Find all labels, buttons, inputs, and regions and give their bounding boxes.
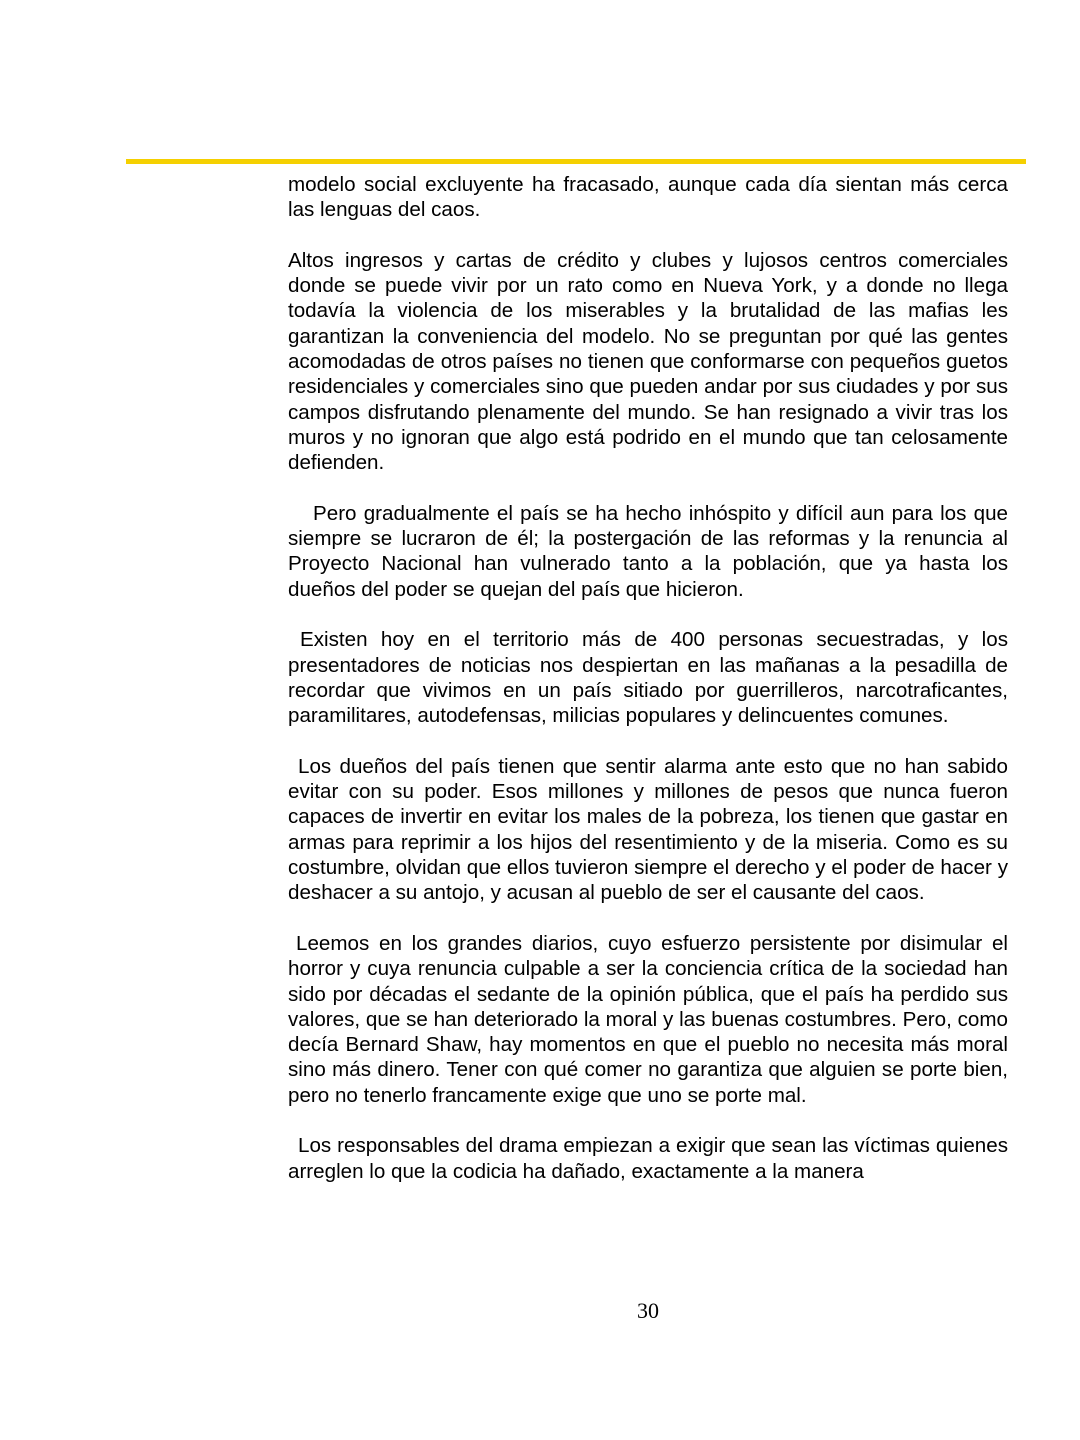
paragraph: Los dueños del país tienen que sentir alarma ante esto que no han sabido evitar con su poder. Esos millones y millones de pesos que nunca fueron capaces de invertir en evitar los males de la pobreza, los tienen que gastar en armas para reprimir a los hijos del resentimiento y de la miseria. Como es su costumbre, olvidan que ellos tuvieron siempre el derecho y el poder de hacer y deshacer a su antojo, y acusan al pueblo de ser el causante del caos. <box>288 754 1008 905</box>
paragraph: modelo social excluyente ha fracasado, aunque cada día sientan más cerca las lenguas del caos. <box>288 173 1008 222</box>
paragraph: Altos ingresos y cartas de crédito y clubes y lujosos centros comerciales donde se puede vivir por un rato como en Nueva York, y a donde no llega todavía la violencia de los miserables y la brutalidad de las mafias les garantizan la conveniencia del modelo. No se preguntan por qué las gentes acomodadas de otros países no tienen que conformarse con pequeños guetos residenciales y comerciales sino que pueden andar por sus ciudades y por sus campos disfrutando plenamente del mundo. Se han resignado a vivir tras los muros y no ignoran que algo está podrido en el mundo que tan celosamente defienden. <box>288 248 1008 475</box>
paragraph: Los responsables del drama empiezan a exigir que sean las víctimas quienes arreglen lo que la codicia ha dañado, exactamente a la manera <box>288 1134 1008 1183</box>
body-text <box>288 172 1008 1209</box>
paragraph: Existen hoy en el territorio más de 400 personas secuestradas, y los presentadores de noticias nos despiertan en las mañanas a la pesadilla de recordar que vivimos en un país sitiado por guerrilleros, narcotraficantes, paramilitares, autodefensas, milicias populares y delincuentes comunes. <box>288 628 1008 728</box>
page-number: 30 <box>637 1298 659 1323</box>
paragraph: Pero gradualmente el país se ha hecho inhóspito y difícil aun para los que siempre se lucraron de él; la postergación de las reformas y la renuncia al Proyecto Nacional han vulnerado tanto a la población, que ya hasta los dueños del poder se quejan del país que hicieron. <box>288 501 1008 601</box>
header-rule <box>126 159 1026 164</box>
paragraph: Leemos en los grandes diarios, cuyo esfuerzo persistente por disimular el horror y cuya renuncia culpable a ser la conciencia crítica de la sociedad han sido por décadas el sedante de la opinión pública, que el país ha perdido sus valores, que se han deteriorado la moral y las buenas costumbres. Pero, como decía Bernard Shaw, hay momentos en que el pueblo no necesita más moral sino más dinero. Tener con qué comer no garantiza que alguien se porte bien, pero no tenerlo francamente exige que uno se porte mal. <box>288 931 1008 1107</box>
